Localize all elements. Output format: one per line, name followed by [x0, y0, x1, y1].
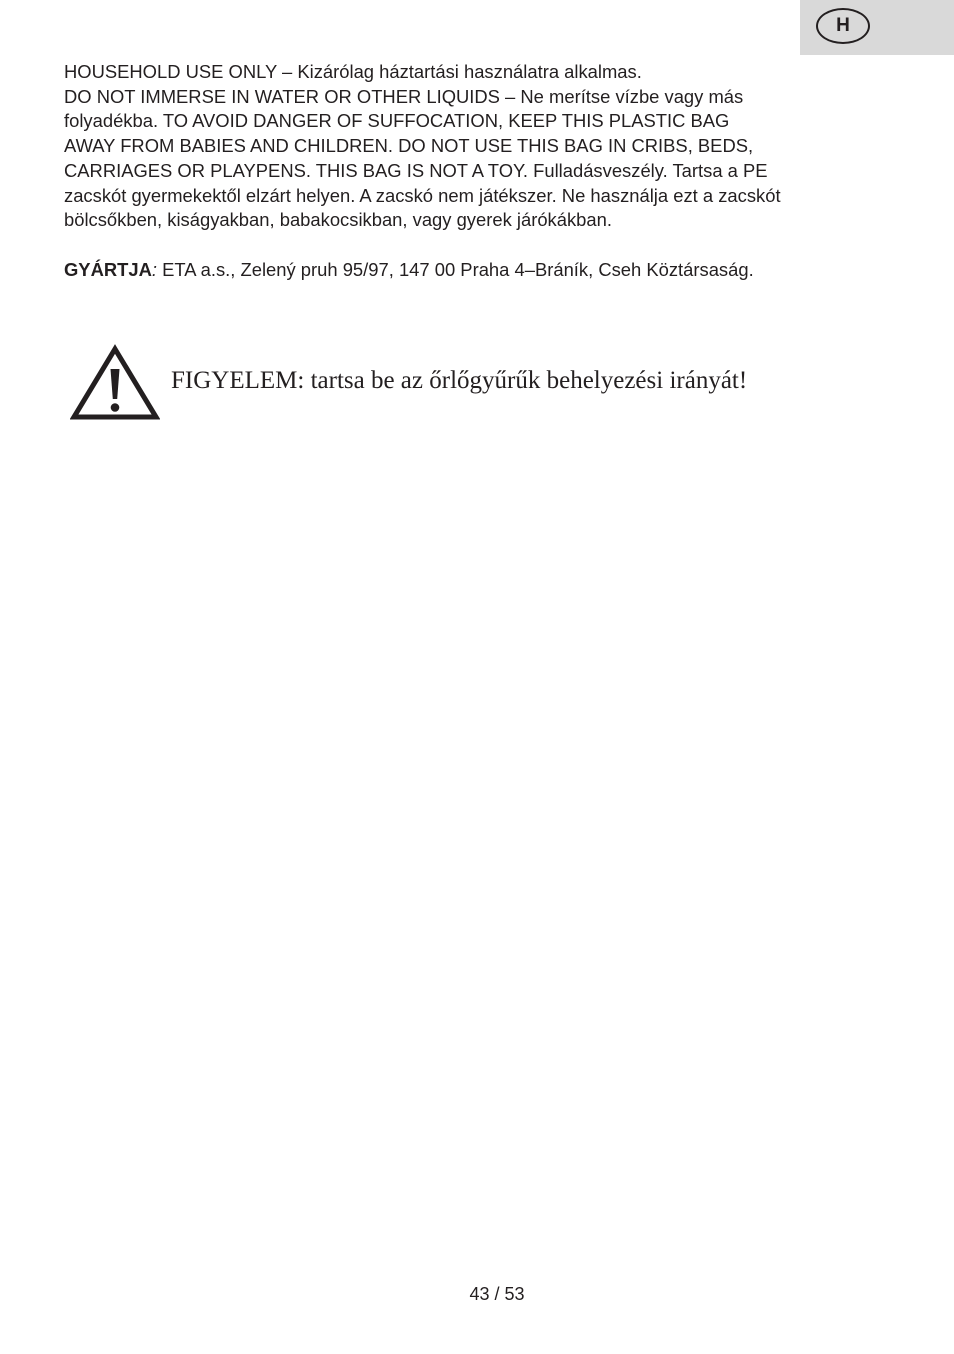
warning-text: FIGYELEM: tartsa be az őrlőgyűrűk behelyezési irányát! — [171, 367, 748, 394]
paragraph-line: HOUSEHOLD USE ONLY – Kizárólag háztartási használatra alkalmas. — [64, 61, 642, 82]
paragraph-line: bölcsőkben, kiságyakban, babakocsikban, vagy gyerek járókákban. — [64, 209, 612, 231]
manufacturer-separator: : — [151, 258, 158, 280]
manufacturer-text: ETA a.s., Zelený pruh 95/97, 147 00 Praha 4–Bráník, Cseh Köztársaság. — [157, 258, 754, 280]
page-number: 43 / 53 — [469, 1284, 525, 1304]
manufacturer-label: GYÁRTJA — [64, 258, 152, 280]
language-tab — [800, 0, 954, 55]
paragraph-line: AWAY FROM BABIES AND CHILDREN. DO NOT USE THIS BAG IN CRIBS, BEDS, — [64, 135, 754, 157]
warning-notice — [70, 344, 890, 424]
paragraph-line: folyadékba. TO AVOID DANGER OF SUFFOCATION, KEEP THIS PLASTIC BAG — [64, 110, 730, 132]
paragraph-line: DO NOT IMMERSE IN WATER OR OTHER LIQUIDS – Ne merítse vízbe vagy más — [64, 85, 744, 107]
manufacturer-line — [64, 258, 884, 283]
paragraph-line: zacskót gyermekektől elzárt helyen. A zacskó nem játékszer. Ne használja ezt a zacskót — [64, 184, 781, 206]
language-badge: H — [816, 8, 870, 44]
paragraph-line: CARRIAGES OR PLAYPENS. THIS BAG IS NOT A TOY. Fulladásveszély. Tartsa a PE — [64, 159, 768, 181]
warning-triangle-icon — [70, 344, 160, 422]
instructions-text — [64, 60, 884, 283]
